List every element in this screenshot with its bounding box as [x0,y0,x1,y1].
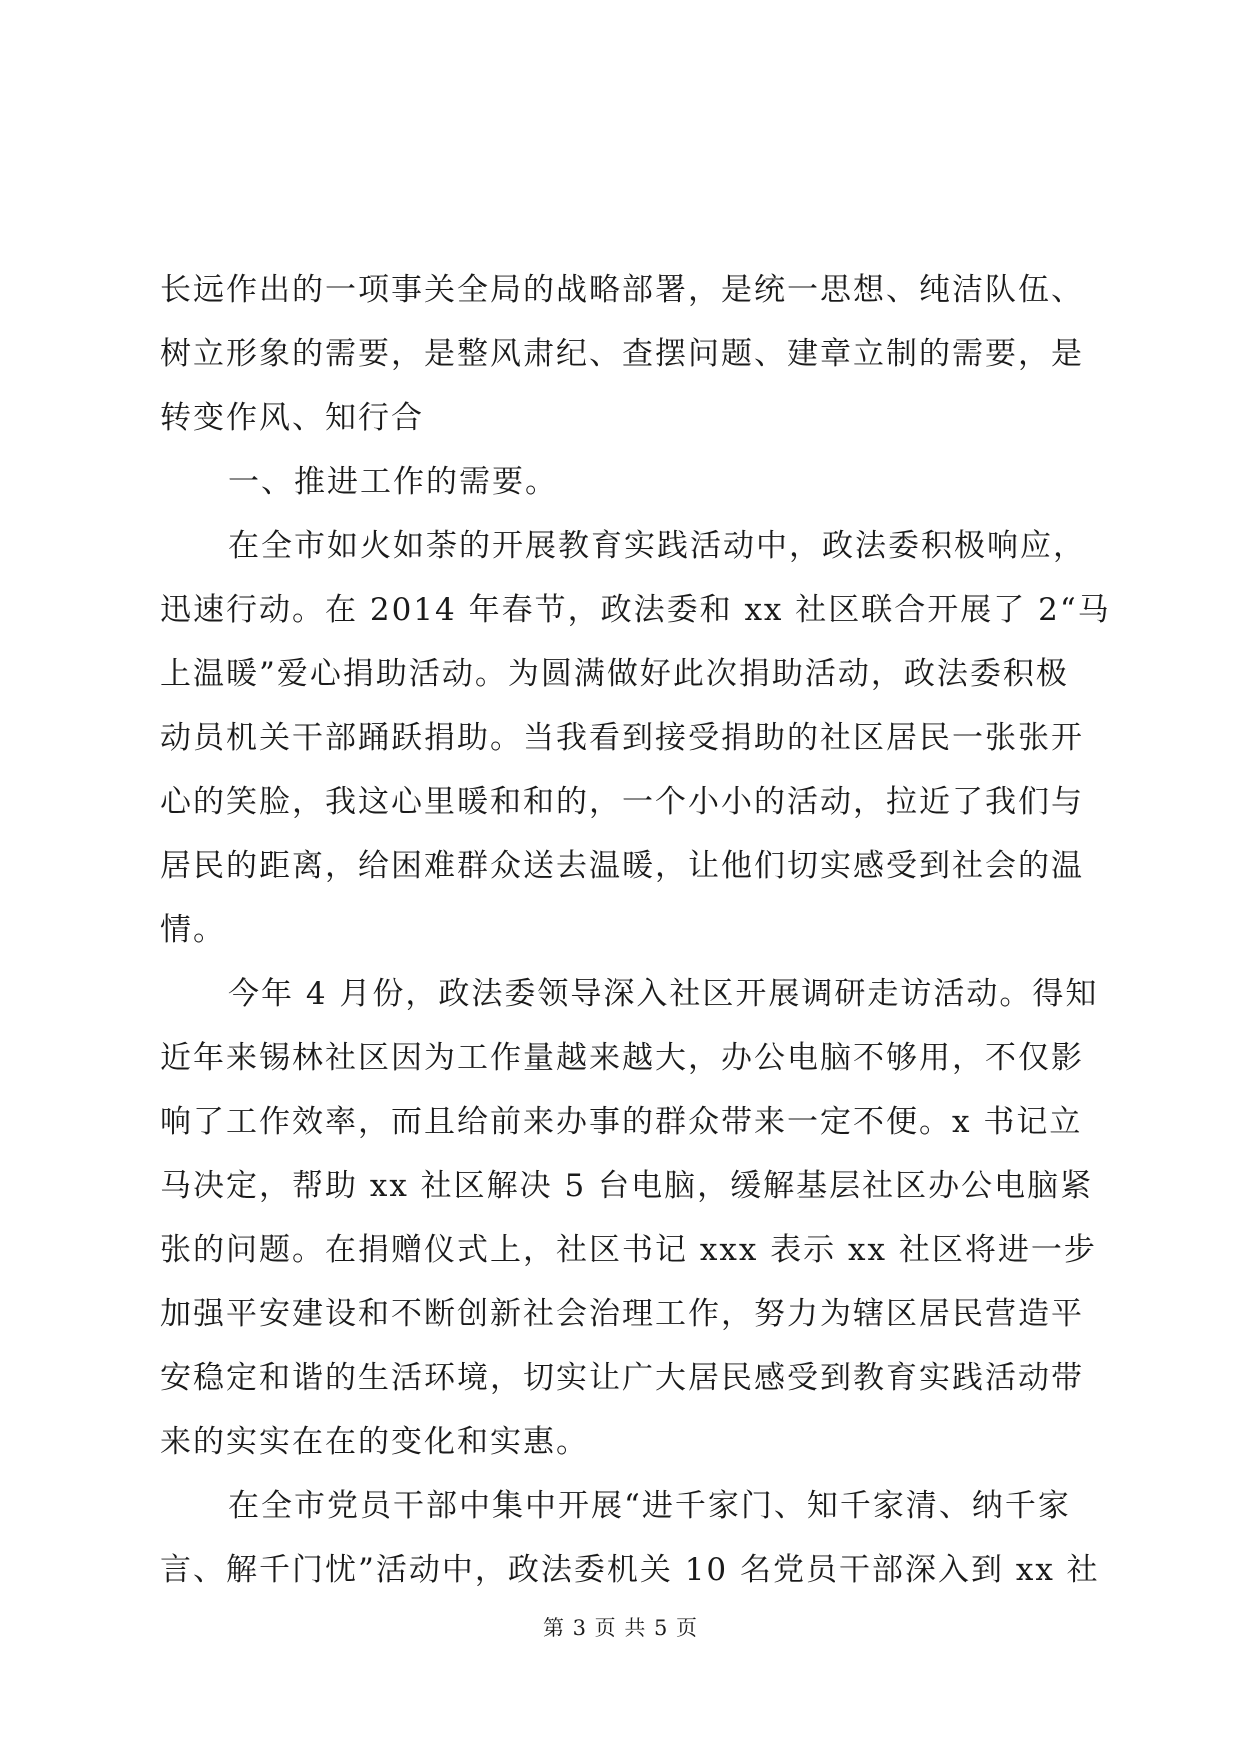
text-line: 居民的距离，给困难群众送去温暖，让他们切实感受到社会的温 [160,848,1084,884]
text-line: 在全市党员干部中集中开展“进千家门、知千家清、纳千家 [228,1488,1071,1524]
text-line: 言、解千门忧”活动中，政法委机关 10 名党员干部深入到 xx 社 [160,1552,1100,1588]
text-line: 上温暖”爱心捐助活动。为圆满做好此次捐助活动，政法委积极 [160,656,1069,692]
text-line: 情。 [160,912,226,948]
text-line: 响了工作效率，而且给前来办事的群众带来一定不便。x 书记立 [160,1104,1083,1140]
page-number: 第 3 页 共 5 页 [542,1616,699,1640]
text-line: 来的实实在在的变化和实惠。 [160,1424,589,1460]
text-line: 张的问题。在捐赠仪式上，社区书记 xxx 表示 xx 社区将进一步 [160,1232,1097,1268]
text-line: 安稳定和谐的生活环境，切实让广大居民感受到教育实践活动带 [160,1360,1084,1396]
body-text [160,258,1111,1602]
text-line: 加强平安建设和不断创新社会治理工作，努力为辖区居民营造平 [160,1296,1084,1332]
text-line: 长远作出的一项事关全局的战略部署，是统一思想、纯洁队伍、 [160,272,1084,308]
text-line: 马决定，帮助 xx 社区解决 5 台电脑，缓解基层社区办公电脑紧 [160,1168,1094,1204]
text-line: 心的笑脸，我这心里暖和和的，一个小小的活动，拉近了我们与 [160,784,1084,820]
text-line: 今年 4 月份，政法委领导深入社区开展调研走访活动。得知 [228,976,1099,1012]
paragraph [160,962,1099,1474]
text-line: 一、推进工作的需要。 [228,464,558,500]
paragraph [160,1474,1100,1602]
paragraph [160,514,1111,962]
page-footer [0,1612,1241,1642]
text-line: 转变作风、知行合 [160,400,424,436]
text-line: 动员机关干部踊跃捐助。当我看到接受捐助的社区居民一张张开 [160,720,1084,756]
text-line: 迅速行动。在 2014 年春节，政法委和 xx 社区联合开展了 2“马 [160,592,1111,628]
text-line: 近年来锡林社区因为工作量越来越大，办公电脑不够用，不仅影 [160,1040,1084,1076]
text-line: 在全市如火如荼的开展教育实践活动中，政法委积极响应， [228,528,1086,564]
text-line: 树立形象的需要，是整风肃纪、查摆问题、建章立制的需要，是 [160,336,1084,372]
paragraph [160,258,1084,450]
section-heading [160,450,1080,514]
